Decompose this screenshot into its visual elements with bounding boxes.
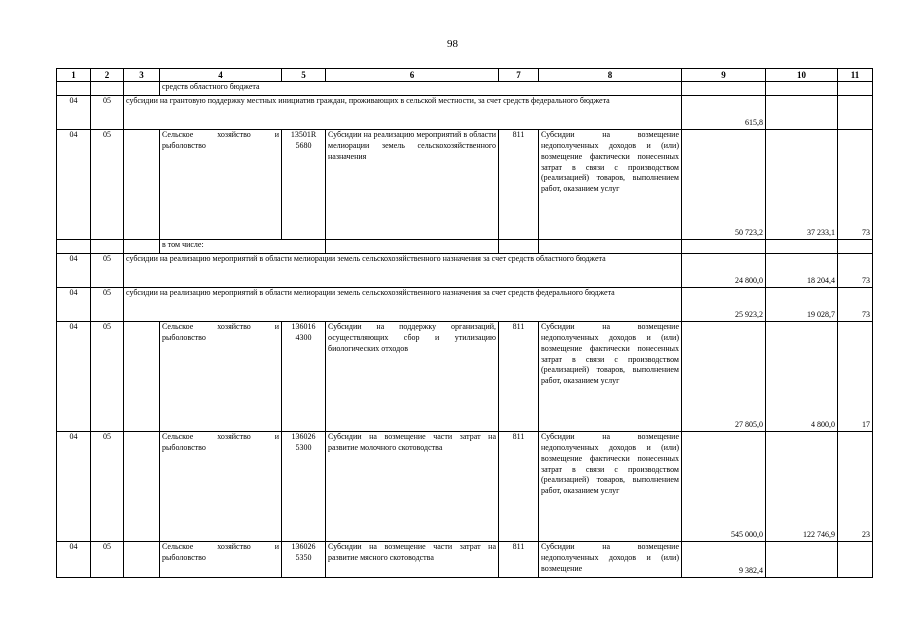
amount-cell: 37 233,1 — [766, 130, 838, 240]
amount-cell: 18 204,4 — [766, 254, 838, 288]
table-row — [57, 542, 873, 578]
expense-type-cell: Субсидии на возмещение недополученных доходов и (или) возмещение фактически понесенных затрат в связи с производством (реализацией) товаров, выполнением работ, оказанием услуг — [539, 130, 682, 240]
table-row — [57, 240, 873, 254]
budget-table — [56, 68, 873, 578]
code-cell: 04 — [57, 322, 91, 432]
row-text: в том числе: — [160, 240, 326, 254]
table-row — [57, 130, 873, 240]
expense-type-cell: Субсидии на возмещение недополученных доходов и (или) возмещение — [539, 542, 682, 578]
percent-cell — [838, 542, 873, 578]
table-row — [57, 82, 873, 96]
header-cell: 7 — [499, 69, 539, 82]
amount-cell: 27 805,0 — [682, 322, 766, 432]
row-text: субсидии на реализацию мероприятий в области мелиорации земель сельскохозяйственного назначения за счет средств федерального бюджета — [124, 288, 682, 322]
percent-cell: 17 — [838, 322, 873, 432]
table-row — [57, 254, 873, 288]
code-cell: 05 — [91, 542, 124, 578]
code-cell: 05 — [91, 254, 124, 288]
header-cell: 11 — [838, 69, 873, 82]
section-cell: Сельское хозяйство и рыболовство — [160, 130, 282, 240]
code-cell: 05 — [91, 432, 124, 542]
code-cell: 05 — [91, 288, 124, 322]
header-cell: 8 — [539, 69, 682, 82]
header-cell: 10 — [766, 69, 838, 82]
header-cell: 9 — [682, 69, 766, 82]
header-cell: 4 — [160, 69, 282, 82]
code-cell: 04 — [57, 96, 91, 130]
header-cell: 5 — [282, 69, 326, 82]
purpose-cell: Субсидии на возмещение части затрат на развитие молочного скотоводства — [326, 432, 499, 542]
code-cell: 04 — [57, 254, 91, 288]
page-number: 98 — [447, 38, 458, 50]
header-cell: 2 — [91, 69, 124, 82]
target-code-cell: 13501R 5680 — [282, 130, 326, 240]
amount-cell: 545 000,0 — [682, 432, 766, 542]
percent-cell — [838, 96, 873, 130]
header-cell: 6 — [326, 69, 499, 82]
code-cell: 04 — [57, 130, 91, 240]
code-cell: 04 — [57, 288, 91, 322]
header-cell: 3 — [124, 69, 160, 82]
target-code-cell: 136026 5350 — [282, 542, 326, 578]
header-row — [57, 69, 873, 82]
table-row — [57, 432, 873, 542]
code-cell: 05 — [91, 322, 124, 432]
code-cell: 04 — [57, 432, 91, 542]
percent-cell: 73 — [838, 130, 873, 240]
amount-cell: 19 028,7 — [766, 288, 838, 322]
expense-type-cell: Субсидии на возмещение недополученных доходов и (или) возмещение фактически понесенных затрат в связи с производством (реализацией) товаров, выполнением работ, оказанием услуг — [539, 322, 682, 432]
table-row — [57, 322, 873, 432]
code-cell: 05 — [91, 130, 124, 240]
table-row — [57, 288, 873, 322]
percent-cell: 73 — [838, 288, 873, 322]
amount-cell — [766, 96, 838, 130]
target-code-cell: 136016 4300 — [282, 322, 326, 432]
percent-cell: 23 — [838, 432, 873, 542]
amount-cell: 615,8 — [682, 96, 766, 130]
expense-type-cell: Субсидии на возмещение недополученных доходов и (или) возмещение фактически понесенных затрат в связи с производством (реализацией) товаров, выполнением работ, оказанием услуг — [539, 432, 682, 542]
section-cell: Сельское хозяйство и рыболовство — [160, 542, 282, 578]
amount-cell: 24 800,0 — [682, 254, 766, 288]
code-cell: 05 — [91, 96, 124, 130]
section-cell: Сельское хозяйство и рыболовство — [160, 322, 282, 432]
type-code-cell: 811 — [499, 130, 539, 240]
amount-cell — [766, 542, 838, 578]
amount-cell: 25 923,2 — [682, 288, 766, 322]
amount-cell: 9 382,4 — [682, 542, 766, 578]
type-code-cell: 811 — [499, 322, 539, 432]
row-text: средств областного бюджета — [160, 82, 682, 96]
percent-cell: 73 — [838, 254, 873, 288]
section-cell: Сельское хозяйство и рыболовство — [160, 432, 282, 542]
table-row — [57, 96, 873, 130]
amount-cell: 50 723,2 — [682, 130, 766, 240]
purpose-cell: Субсидии на возмещение части затрат на развитие мясного скотоводства — [326, 542, 499, 578]
code-cell: 04 — [57, 542, 91, 578]
target-code-cell: 136026 5300 — [282, 432, 326, 542]
row-text: субсидии на грантовую поддержку местных инициатив граждан, проживающих в сельской местности, за счет средств федерального бюджета — [124, 96, 682, 130]
type-code-cell: 811 — [499, 542, 539, 578]
type-code-cell: 811 — [499, 432, 539, 542]
purpose-cell: Субсидии на поддержку организаций, осуществляющих сбор и утилизацию биологических отходов — [326, 322, 499, 432]
amount-cell: 4 800,0 — [766, 322, 838, 432]
purpose-cell: Субсидии на реализацию мероприятий в области мелиорации земель сельскохозяйственного назначения — [326, 130, 499, 240]
amount-cell: 122 746,9 — [766, 432, 838, 542]
header-cell: 1 — [57, 69, 91, 82]
row-text: субсидии на реализацию мероприятий в области мелиорации земель сельскохозяйственного назначения за счет средств областного бюджета — [124, 254, 682, 288]
